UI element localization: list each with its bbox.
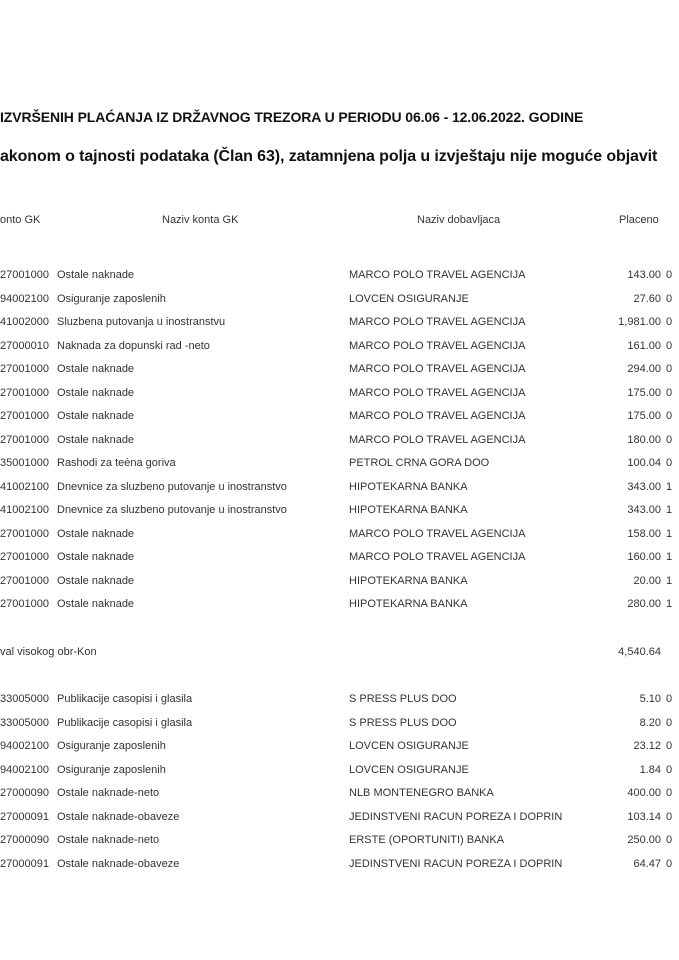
- cell-placeno: 161.00: [627, 339, 661, 352]
- cell-konto: 27001000: [0, 386, 49, 399]
- table-row: [0, 504, 679, 522]
- cell-naziv-konta: Ostale naknade-obaveze: [57, 857, 180, 870]
- cell-placeno: 175.00: [627, 410, 661, 422]
- cell-datum: 0: [666, 810, 673, 823]
- cell-konto: 27001000: [0, 551, 49, 563]
- table-row: [0, 575, 679, 593]
- cell-datum: 1: [666, 574, 673, 587]
- cell-dobavljac: LOVCEN OSIGURANJE: [349, 763, 469, 776]
- cell-konto: 94002100: [0, 740, 49, 752]
- cell-konto: 33005000: [0, 693, 49, 705]
- cell-datum: 0: [666, 269, 673, 281]
- cell-placeno: 400.00: [627, 787, 661, 799]
- cell-placeno: 143.00: [627, 269, 661, 281]
- cell-konto: 27000090: [0, 834, 49, 846]
- table-row: [0, 293, 679, 311]
- cell-naziv-konta: Rashodi za teėna goriva: [57, 457, 176, 469]
- cell-placeno: 175.00: [627, 386, 661, 399]
- cell-dobavljac: MARCO POLO TRAVEL AGENCIJA: [349, 433, 526, 446]
- cell-naziv-konta: Ostale naknade-obaveze: [57, 810, 180, 823]
- cell-datum: 0: [666, 787, 673, 799]
- cell-placeno: 23.12: [633, 740, 661, 752]
- cell-placeno: 100.04: [627, 457, 661, 469]
- table-row: [0, 434, 679, 452]
- cell-datum: 0: [666, 292, 673, 305]
- cell-naziv-konta: Ostale naknade: [57, 433, 135, 446]
- cell-datum: 0: [666, 693, 673, 705]
- cell-naziv-konta: Ostale naknade: [57, 386, 135, 399]
- table-row: [0, 551, 679, 569]
- cell-konto: 27000091: [0, 810, 49, 823]
- cell-naziv-konta: Ostale naknade: [57, 410, 135, 422]
- cell-datum: 0: [666, 363, 673, 375]
- table-row: [0, 834, 679, 852]
- cell-dobavljac: MARCO POLO TRAVEL AGENCIJA: [349, 316, 526, 328]
- cell-datum: 0: [666, 857, 673, 870]
- cell-konto: 27001000: [0, 363, 49, 375]
- cell-placeno: 1,981.00: [618, 316, 661, 328]
- table-row: [0, 811, 679, 829]
- cell-placeno: 27.60: [633, 292, 661, 305]
- cell-datum: 1: [666, 527, 673, 540]
- cell-naziv-konta: Naknada za dopunski rad -neto: [57, 339, 210, 352]
- table-row: [0, 740, 679, 758]
- document-subtitle: akonom o tajnosti podataka (Član 63), zatamnjena polja u izvještaju nije moguće objavit: [0, 148, 658, 165]
- cell-dobavljac: HIPOTEKARNA BANKA: [349, 504, 468, 516]
- cell-datum: 0: [666, 433, 673, 446]
- cell-placeno: 294.00: [627, 363, 661, 375]
- cell-dobavljac: ERSTE (OPORTUNITI) BANKA: [349, 834, 505, 846]
- cell-konto: 94002100: [0, 763, 49, 776]
- cell-placeno: 64.47: [633, 857, 661, 870]
- cell-naziv-konta: Osiguranje zaposlenih: [57, 292, 166, 305]
- table-row: [0, 481, 679, 499]
- cell-dobavljac: HIPOTEKARNA BANKA: [349, 480, 468, 493]
- cell-konto: 27001000: [0, 269, 49, 281]
- group-total-label: val visokog obr-Kon: [0, 646, 97, 658]
- table-row: [0, 598, 679, 616]
- cell-datum: 0: [666, 716, 673, 729]
- table-row: [0, 787, 679, 805]
- table-row: [0, 269, 679, 287]
- cell-datum: 1: [666, 598, 673, 610]
- header-konto: onto GK: [0, 214, 41, 226]
- cell-naziv-konta: Dnevnice za sluzbeno putovanje u inostranstvo: [57, 480, 287, 493]
- cell-konto: 27000091: [0, 857, 49, 870]
- table-row: [0, 717, 679, 735]
- cell-dobavljac: LOVCEN OSIGURANJE: [349, 740, 469, 752]
- cell-datum: 1: [666, 480, 673, 493]
- cell-dobavljac: MARCO POLO TRAVEL AGENCIJA: [349, 363, 526, 375]
- table-row: [0, 363, 679, 381]
- table-row: [0, 457, 679, 475]
- cell-placeno: 20.00: [633, 574, 661, 587]
- cell-datum: 1: [666, 551, 673, 563]
- table-row: [0, 316, 679, 334]
- cell-datum: 0: [666, 410, 673, 422]
- cell-konto: 27001000: [0, 433, 49, 446]
- cell-datum: 0: [666, 457, 673, 469]
- cell-dobavljac: MARCO POLO TRAVEL AGENCIJA: [349, 339, 526, 352]
- header-dobavljac: Naziv dobavljaca: [417, 214, 501, 226]
- cell-naziv-konta: Ostale naknade: [57, 269, 135, 281]
- cell-placeno: 1.84: [639, 763, 661, 776]
- cell-dobavljac: NLB MONTENEGRO BANKA: [349, 787, 494, 799]
- document-title: IZVRŠENIH PLAĆANJA IZ DRŽAVNOG TREZORA U PERIODU 06.06 - 12.06.2022. GODINE: [0, 109, 584, 125]
- cell-dobavljac: MARCO POLO TRAVEL AGENCIJA: [349, 527, 526, 540]
- table-row: [0, 410, 679, 428]
- cell-datum: 0: [666, 740, 673, 752]
- cell-konto: 27000010: [0, 339, 49, 352]
- cell-datum: 0: [666, 316, 673, 328]
- cell-konto: 41002100: [0, 480, 49, 493]
- cell-placeno: 250.00: [627, 834, 661, 846]
- cell-konto: 41002100: [0, 504, 49, 516]
- cell-dobavljac: JEDINSTVENI RACUN POREZA I DOPRIN: [349, 857, 563, 870]
- cell-datum: 1: [666, 504, 673, 516]
- cell-naziv-konta: Ostale naknade: [57, 574, 135, 587]
- cell-dobavljac: HIPOTEKARNA BANKA: [349, 574, 468, 587]
- cell-naziv-konta: Ostale naknade: [57, 598, 135, 610]
- cell-placeno: 180.00: [627, 433, 661, 446]
- cell-konto: 94002100: [0, 292, 49, 305]
- cell-dobavljac: PETROL CRNA GORA DOO: [349, 457, 490, 469]
- cell-naziv-konta: Sluzbena putovanja u inostranstvu: [57, 316, 226, 328]
- cell-naziv-konta: Publikacije casopisi i glasila: [57, 693, 193, 705]
- header-naziv-konta: Naziv konta GK: [162, 214, 239, 226]
- cell-konto: 41002000: [0, 316, 49, 328]
- cell-dobavljac: S PRESS PLUS DOO: [349, 693, 457, 705]
- cell-naziv-konta: Osiguranje zaposlenih: [57, 740, 166, 752]
- cell-datum: 0: [666, 386, 673, 399]
- cell-naziv-konta: Ostale naknade-neto: [57, 834, 160, 846]
- group-total-amount: 4,540.64: [618, 646, 661, 658]
- cell-dobavljac: JEDINSTVENI RACUN POREZA I DOPRIN: [349, 810, 563, 823]
- cell-placeno: 8.20: [639, 716, 661, 729]
- cell-placeno: 5.10: [639, 693, 661, 705]
- cell-placeno: 343.00: [627, 480, 661, 493]
- cell-naziv-konta: Dnevnice za sluzbeno putovanje u inostranstvo: [57, 504, 287, 516]
- cell-konto: 35001000: [0, 457, 49, 469]
- cell-konto: 27001000: [0, 410, 49, 422]
- table-row: [0, 764, 679, 782]
- cell-dobavljac: MARCO POLO TRAVEL AGENCIJA: [349, 551, 526, 563]
- cell-naziv-konta: Ostale naknade: [57, 363, 135, 375]
- cell-datum: 0: [666, 834, 673, 846]
- table-row: [0, 340, 679, 358]
- header-placeno: Placeno: [619, 214, 659, 226]
- cell-konto: 33005000: [0, 716, 49, 729]
- cell-naziv-konta: Publikacije casopisi i glasila: [57, 716, 193, 729]
- cell-konto: 27001000: [0, 598, 49, 610]
- cell-naziv-konta: Ostale naknade: [57, 527, 135, 540]
- cell-naziv-konta: Ostale naknade-neto: [57, 787, 160, 799]
- cell-datum: 0: [666, 339, 673, 352]
- cell-dobavljac: S PRESS PLUS DOO: [349, 716, 457, 729]
- cell-dobavljac: MARCO POLO TRAVEL AGENCIJA: [349, 410, 526, 422]
- table-row: [0, 693, 679, 711]
- table-row: [0, 387, 679, 405]
- cell-placeno: 343.00: [627, 504, 661, 516]
- cell-naziv-konta: Osiguranje zaposlenih: [57, 763, 166, 776]
- cell-placeno: 280.00: [627, 598, 661, 610]
- cell-naziv-konta: Ostale naknade: [57, 551, 135, 563]
- cell-konto: 27001000: [0, 527, 49, 540]
- table-row: [0, 858, 679, 876]
- cell-placeno: 103.14: [627, 810, 661, 823]
- cell-dobavljac: MARCO POLO TRAVEL AGENCIJA: [349, 269, 526, 281]
- cell-dobavljac: MARCO POLO TRAVEL AGENCIJA: [349, 386, 526, 399]
- cell-dobavljac: HIPOTEKARNA BANKA: [349, 598, 468, 610]
- cell-placeno: 158.00: [627, 527, 661, 540]
- cell-konto: 27001000: [0, 574, 49, 587]
- cell-konto: 27000090: [0, 787, 49, 799]
- table-row: [0, 528, 679, 546]
- cell-placeno: 160.00: [627, 551, 661, 563]
- cell-datum: 0: [666, 763, 673, 776]
- cell-dobavljac: LOVCEN OSIGURANJE: [349, 292, 469, 305]
